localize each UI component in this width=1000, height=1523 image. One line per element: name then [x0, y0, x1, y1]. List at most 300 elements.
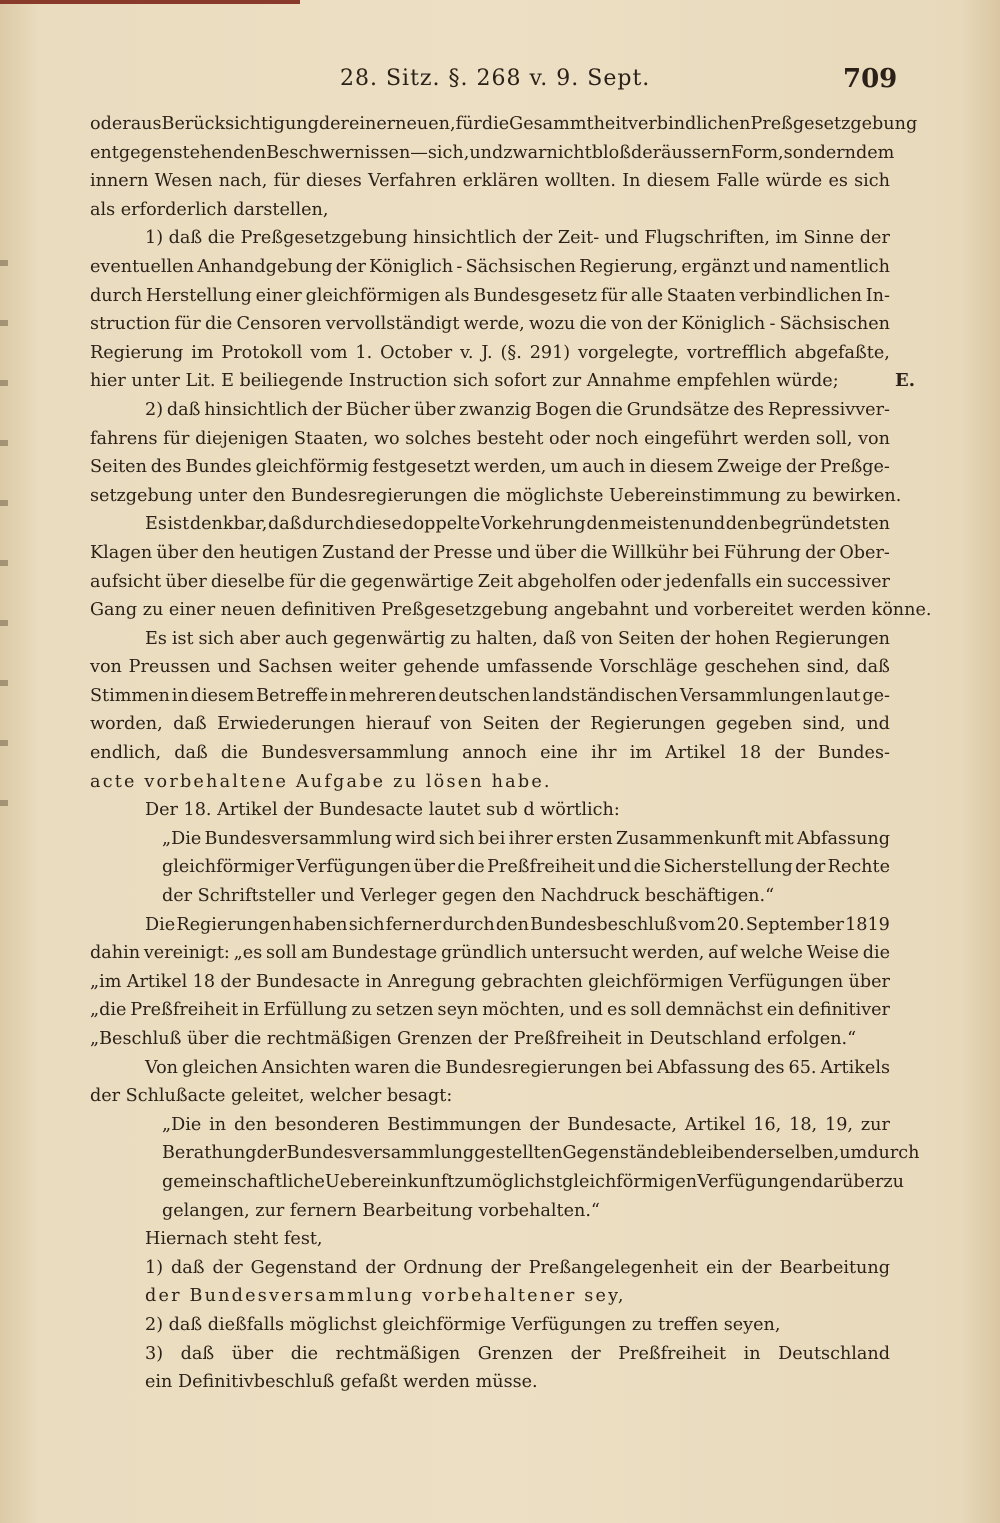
word: die	[595, 399, 623, 420]
text-line	[90, 825, 890, 854]
word: weiter	[339, 657, 397, 678]
word: äussern	[661, 142, 732, 163]
word: daß	[168, 228, 203, 249]
word: soll	[630, 1000, 662, 1021]
word: mit	[764, 828, 794, 849]
word: ge-	[862, 685, 890, 706]
word: durch	[302, 514, 355, 535]
word: struction	[90, 314, 171, 335]
line-text: der Schlußacte geleitet, welcher besagt:	[90, 1086, 453, 1107]
word: geschehen	[704, 657, 800, 678]
word: hinsichtlich	[413, 228, 517, 249]
word: über	[156, 542, 198, 563]
word: 18,	[789, 1114, 818, 1135]
word: Königlich	[369, 256, 454, 277]
word: möglichst	[475, 1171, 563, 1192]
word: diesem	[649, 457, 714, 478]
word: Vorkehrung	[480, 514, 586, 535]
word: über	[534, 542, 577, 563]
word: -	[456, 256, 463, 277]
text-line	[90, 110, 918, 139]
line-text: als erforderlich darstellen,	[90, 199, 329, 220]
word: mehreren	[349, 685, 437, 706]
word: Verfügungen	[296, 857, 412, 878]
text-line	[90, 568, 890, 597]
word: der	[805, 542, 836, 563]
word: v.	[460, 342, 474, 363]
word: 19,	[825, 1114, 854, 1135]
word: für	[174, 314, 201, 335]
text-line	[90, 768, 890, 797]
word: der	[220, 971, 251, 992]
word: einer	[348, 114, 396, 134]
line-text: 2) daß dießfalls möglichst gleichförmige Verfügungen zu treffen seyen,	[145, 1314, 781, 1335]
word: Zustand	[322, 542, 395, 563]
word: wozu	[528, 314, 576, 335]
word: haben	[292, 914, 348, 935]
word: die	[220, 743, 249, 764]
word: alle	[630, 285, 664, 306]
word: über	[848, 971, 890, 992]
word: „Die	[162, 828, 202, 849]
word: sich	[854, 171, 890, 192]
word: über	[231, 1343, 274, 1364]
word: nicht	[546, 142, 592, 163]
word: und	[496, 542, 531, 563]
word: seyn	[437, 1000, 479, 1021]
text-line	[90, 1311, 890, 1340]
text-line	[90, 1168, 904, 1197]
word: würde	[765, 171, 823, 192]
word: In-	[865, 285, 890, 306]
word: eine	[540, 743, 578, 764]
word: Zweige	[717, 457, 783, 478]
text-line	[90, 882, 890, 911]
word: es	[828, 171, 848, 192]
word: der	[311, 399, 342, 420]
word: Vorschläge	[599, 657, 698, 678]
word: innern	[90, 171, 149, 192]
binding-strip	[0, 0, 300, 4]
word: bei	[625, 1057, 654, 1078]
word: Bundesacte,	[567, 1114, 677, 1135]
word: 20.	[716, 914, 745, 935]
word: Wesen	[154, 171, 213, 192]
word: 16,	[753, 1114, 782, 1135]
text-line	[90, 911, 890, 940]
word: den	[202, 542, 236, 563]
word: zwanzig	[459, 399, 532, 420]
word: gebrachten	[480, 971, 583, 992]
word: aber	[239, 628, 280, 649]
text-line	[90, 739, 890, 768]
text-line	[90, 1340, 890, 1369]
word: worden,	[90, 714, 163, 735]
word: zu	[351, 1000, 373, 1021]
running-head-text: 28. Sitz. §. 268 v. 9. Sept.	[340, 66, 651, 91]
word: der	[335, 256, 366, 277]
word: dahin	[90, 943, 141, 964]
word: in	[209, 1114, 227, 1135]
word: und	[691, 514, 726, 535]
text-line	[90, 510, 890, 539]
page-number: 709	[843, 64, 898, 94]
word: von	[440, 714, 473, 735]
word: solches	[405, 428, 472, 449]
word: October	[380, 342, 453, 363]
word: in	[171, 685, 189, 706]
word: rechtmäßigen	[335, 1343, 461, 1364]
word: Berathung	[162, 1143, 257, 1164]
line-text: ein Definitivbeschluß gefaßt werden müsse.	[145, 1372, 538, 1393]
word: eingeführt	[644, 428, 738, 449]
word: vervollständigt	[325, 314, 460, 335]
word: die	[207, 228, 236, 249]
word: ein	[766, 1000, 795, 1021]
word: 1819	[845, 914, 890, 935]
word: Preßfreiheit	[487, 857, 595, 878]
word: Ober-	[839, 542, 890, 563]
word: der	[785, 457, 816, 478]
word: Zeit-	[557, 228, 600, 249]
page-edge-marks	[0, 230, 8, 830]
word: waren	[354, 1057, 411, 1078]
word: der	[318, 114, 349, 134]
word: gründlich	[441, 943, 528, 964]
word: Verfahren	[368, 171, 457, 192]
line-text: Hiernach steht fest,	[145, 1229, 323, 1250]
word: sind,	[806, 657, 850, 678]
word: dem	[856, 142, 895, 163]
word: ist	[171, 628, 194, 649]
word: durch	[442, 914, 495, 935]
word: für	[273, 171, 300, 192]
word: „Die	[162, 1114, 202, 1135]
word: Gesammtheit	[509, 114, 629, 134]
text-line	[90, 482, 902, 511]
word: Sinne	[803, 228, 855, 249]
word: daß	[166, 399, 201, 420]
word: Censoren	[236, 314, 322, 335]
word: Bestimmungen	[387, 1114, 522, 1135]
word: einer	[255, 285, 302, 306]
text-line	[90, 710, 890, 739]
text-line	[90, 1054, 890, 1083]
word: die	[481, 114, 510, 134]
word: neuen,	[395, 114, 456, 134]
word: wird	[395, 828, 436, 849]
word: vereinigt:	[143, 943, 230, 964]
word: vom	[678, 914, 716, 935]
text-line	[90, 1254, 890, 1283]
word: und	[604, 228, 639, 249]
word: oder	[620, 571, 662, 592]
word: daß	[173, 714, 207, 735]
word: daß	[171, 1257, 205, 1278]
word: in	[628, 457, 646, 478]
word: Bücher	[345, 399, 410, 420]
word: Artikel	[684, 1114, 746, 1135]
text-line	[90, 396, 890, 425]
word: gleichförmiger	[162, 857, 295, 878]
word: Regierungen	[176, 914, 292, 935]
word: laut	[825, 685, 861, 706]
word: abgeholfen	[517, 571, 617, 592]
word: J.	[481, 342, 493, 363]
word: Anhandgebung	[197, 256, 333, 277]
word: gegeben	[715, 714, 793, 735]
word: 291)	[529, 342, 571, 363]
word: Verfügungen	[697, 1171, 812, 1192]
word: des	[733, 399, 764, 420]
word: zwar	[503, 142, 547, 163]
word: der	[570, 1343, 601, 1364]
word: Falle	[716, 171, 760, 192]
text-line	[90, 996, 890, 1025]
word: Bundestage	[331, 943, 438, 964]
word: in	[743, 1343, 761, 1364]
text-line	[90, 539, 890, 568]
word: Protokoll	[221, 342, 303, 363]
word: bei	[692, 542, 720, 563]
word: sich,	[427, 142, 470, 163]
word: ergänzt	[681, 256, 750, 277]
word: abgefaßte,	[794, 342, 890, 363]
word: der	[490, 1257, 521, 1278]
word: Führung	[723, 542, 801, 563]
word: gemeinschaftliche	[162, 1171, 325, 1192]
word: in	[330, 685, 348, 706]
word: der	[774, 743, 805, 764]
text-line	[90, 682, 890, 711]
text-line	[90, 625, 890, 654]
word: Ordnung	[403, 1257, 483, 1278]
word: oder	[90, 114, 131, 134]
word: „es	[233, 943, 263, 964]
word: In	[622, 171, 641, 192]
word: die	[579, 314, 607, 335]
word: Seiten	[618, 628, 675, 649]
word: ein	[706, 1257, 734, 1278]
text-line	[90, 1082, 890, 1111]
text-line	[90, 653, 890, 682]
word: Uebereinkunft	[324, 1171, 455, 1192]
word: der	[679, 628, 710, 649]
word: derselben,	[745, 1143, 840, 1164]
running-head	[0, 62, 1000, 98]
word: für	[455, 114, 482, 134]
line-text: der Bundesversammlung vorbehaltener sey,	[145, 1286, 626, 1307]
word: Zusammenkunft	[616, 828, 762, 849]
text-line	[90, 968, 890, 997]
word: und	[597, 857, 632, 878]
word: diesem	[646, 171, 711, 192]
word: annoch	[462, 743, 527, 764]
word: gleichförmigen	[562, 1171, 698, 1192]
word: soll	[266, 943, 297, 964]
word: um	[550, 457, 579, 478]
word: soll,	[816, 428, 853, 449]
word: Die	[145, 914, 176, 935]
word: 3)	[145, 1343, 164, 1364]
line-text: der Schriftsteller und Verleger gegen den Nachdruck beschäftigen.“	[162, 886, 775, 907]
word: und	[752, 256, 787, 277]
word: ist	[167, 514, 190, 535]
word: hohen	[714, 628, 770, 649]
text-line	[90, 139, 895, 168]
word: daß	[174, 743, 208, 764]
word: zu	[450, 628, 471, 649]
word: werden,	[473, 457, 547, 478]
line-text: „Beschluß über die rechtmäßigen Grenzen der Preßfreiheit in Deutschland erfolgen.“	[90, 1029, 857, 1049]
word: die	[580, 542, 608, 563]
word: Abfassung	[797, 828, 890, 849]
word: Königlich	[681, 314, 766, 335]
word: deutschen	[438, 685, 531, 706]
word: daß	[856, 657, 890, 678]
word: Regierung,	[579, 256, 679, 277]
word: Zeit	[477, 571, 514, 592]
text-line	[90, 310, 890, 339]
word: der	[741, 1257, 772, 1278]
word: 2)	[145, 399, 164, 420]
word: des	[753, 1057, 785, 1078]
word: es	[607, 1000, 627, 1021]
line-text: acte vorbehaltene Aufgabe zu lösen habe.	[90, 771, 552, 792]
word: die	[457, 857, 485, 878]
word: Flugschriften,	[644, 228, 770, 249]
word: halten,	[475, 628, 538, 649]
word: von	[610, 314, 643, 335]
word: für	[288, 571, 316, 592]
text-line	[90, 1025, 890, 1054]
word: den	[586, 514, 620, 535]
word: entgegenstehenden	[90, 142, 267, 163]
word: Repressivver-	[767, 399, 890, 420]
word: gegenwärtige	[350, 571, 474, 592]
word: Preussen	[128, 657, 211, 678]
text-line	[90, 196, 890, 225]
word: die	[205, 314, 233, 335]
word: die	[633, 857, 661, 878]
word: werden,	[631, 943, 705, 964]
word: ihrer	[508, 828, 553, 849]
word: Verfügungen	[728, 971, 844, 992]
word: endlich,	[90, 743, 162, 764]
word: Bundes-	[817, 743, 890, 764]
word: ersten	[556, 828, 613, 849]
word: für	[163, 428, 190, 449]
text-line	[90, 282, 890, 311]
word: daß	[180, 1343, 215, 1364]
word: Sächsischen	[465, 256, 576, 277]
text-line	[90, 224, 890, 253]
word: darüber	[811, 1171, 884, 1192]
text-line	[90, 339, 890, 368]
word: definitiver	[798, 1000, 890, 1021]
word: denkbar,	[189, 514, 268, 535]
text-line	[90, 1225, 890, 1254]
word: gehende	[403, 657, 480, 678]
word: Regierungen	[590, 714, 706, 735]
word: nach,	[218, 171, 268, 192]
word: sich	[348, 914, 385, 935]
word: von	[90, 657, 122, 678]
word: der	[522, 228, 553, 249]
word: setzen	[376, 1000, 434, 1021]
word: Bogen	[535, 399, 592, 420]
word: aus	[130, 114, 162, 134]
word: Stimmen	[90, 685, 170, 706]
word: im	[629, 743, 652, 764]
word: Regierung	[90, 342, 184, 363]
word: von	[858, 428, 890, 449]
word: im	[775, 228, 798, 249]
word: über	[413, 399, 456, 420]
word: Erfüllung	[263, 1000, 348, 1021]
word: Preßgesetzgebung	[750, 114, 918, 134]
word: der	[859, 228, 890, 249]
line-text: Der 18. Artikel der Bundesacte lautet sub d wörtlich:	[145, 800, 620, 821]
word: Preßangelegenheit	[528, 1257, 699, 1278]
word: sind,	[802, 714, 846, 735]
word: Seiten	[90, 457, 147, 478]
word: am	[300, 943, 328, 964]
word: zu	[883, 1171, 904, 1192]
word: Grenzen	[477, 1343, 553, 1364]
word: dieses	[306, 171, 362, 192]
word: Staaten	[666, 285, 736, 306]
word: diesem	[190, 685, 255, 706]
word: zur	[860, 1114, 890, 1135]
word: aufsicht	[90, 571, 162, 592]
word: die	[862, 943, 890, 964]
word: für	[600, 285, 628, 306]
word: daß	[542, 628, 577, 649]
word: besteht	[476, 428, 544, 449]
word: auch	[582, 457, 626, 478]
word: ein	[755, 571, 783, 592]
word: „im	[90, 971, 122, 992]
word: Bundesversammlung	[261, 743, 449, 764]
word: Beschwernissen	[266, 142, 411, 163]
word: gleichförmigen	[588, 971, 724, 992]
word: die	[414, 1057, 442, 1078]
word: Artikel	[665, 743, 726, 764]
word: „die	[90, 1000, 127, 1021]
word: jedenfalls	[665, 571, 752, 592]
word: die	[290, 1343, 318, 1364]
word: der	[795, 857, 826, 878]
word: Betreffe	[256, 685, 329, 706]
word: Seiten	[482, 714, 540, 735]
word: gleichförmig	[255, 457, 369, 478]
word: landständischen	[532, 685, 678, 706]
line-text: Gang zu einer neuen definitiven Preßgesetzgebung angebahnt und vorbereitet werden könne.	[90, 600, 932, 621]
word: den	[495, 914, 529, 935]
word: Form,	[731, 142, 784, 163]
word: Regierungen	[774, 628, 890, 649]
line-text: hier unter Lit. E beiliegende Instruction sich sofort zur Annahme empfehlen würde;	[90, 371, 839, 392]
word: Bundesbeschluß	[530, 914, 678, 935]
word: 18	[738, 743, 762, 764]
word: sich	[198, 628, 235, 649]
word: der	[399, 542, 430, 563]
word: sondern	[783, 142, 856, 163]
word: von	[581, 628, 614, 649]
line-text: gelangen, zur fernern Bearbeitung vorbehalten.“	[162, 1200, 600, 1221]
word: Preßge-	[819, 457, 890, 478]
